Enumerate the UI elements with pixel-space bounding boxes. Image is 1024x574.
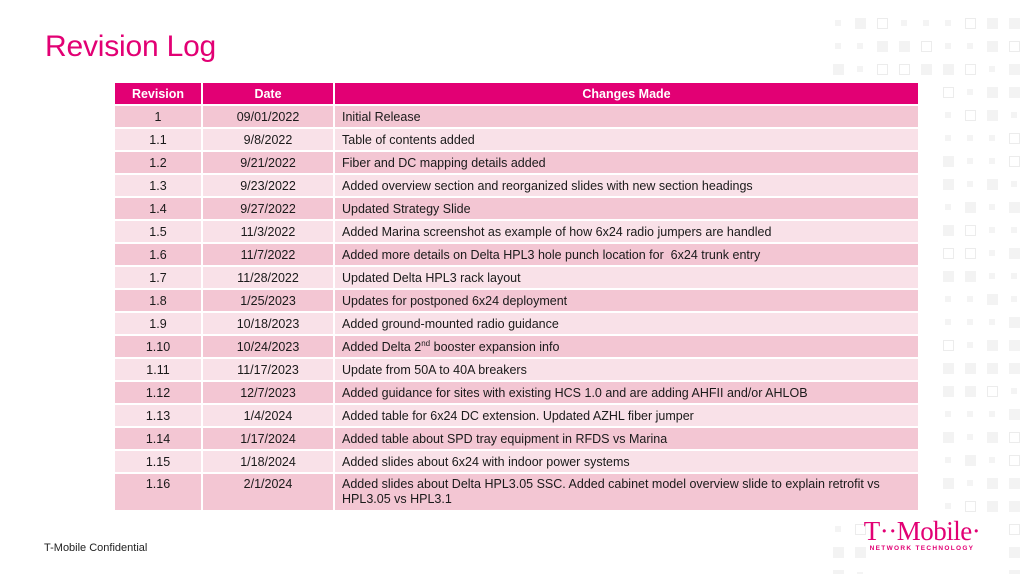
decorative-square bbox=[987, 294, 998, 305]
decorative-square bbox=[1009, 570, 1020, 574]
decorative-square bbox=[987, 110, 998, 121]
decorative-square bbox=[835, 526, 841, 532]
decorative-square bbox=[987, 432, 998, 443]
decorative-square bbox=[967, 342, 973, 348]
decorative-square bbox=[1009, 409, 1020, 420]
decorative-square bbox=[943, 87, 954, 98]
decorative-square bbox=[943, 225, 954, 236]
table-row bbox=[115, 428, 918, 449]
decorative-square bbox=[965, 271, 976, 282]
cell-revision: 1.14 bbox=[115, 428, 201, 449]
decorative-square bbox=[921, 64, 932, 75]
table-header-row bbox=[115, 83, 918, 104]
table-row bbox=[115, 198, 918, 219]
decorative-square bbox=[965, 248, 976, 259]
decorative-square bbox=[833, 64, 844, 75]
cell-revision: 1.2 bbox=[115, 152, 201, 173]
decorative-square bbox=[965, 501, 976, 512]
cell-date: 11/3/2022 bbox=[203, 221, 333, 242]
decorative-square bbox=[1009, 524, 1020, 535]
cell-changes: Added guidance for sites with existing HCS 1.0 and are adding AHFII and/or AHLOB bbox=[335, 382, 918, 403]
decorative-square bbox=[987, 18, 998, 29]
table-row bbox=[115, 405, 918, 426]
cell-date: 10/24/2023 bbox=[203, 336, 333, 357]
cell-date: 11/28/2022 bbox=[203, 267, 333, 288]
cell-revision: 1.9 bbox=[115, 313, 201, 334]
cell-changes: Updated Delta HPL3 rack layout bbox=[335, 267, 918, 288]
cell-changes: Added more details on Delta HPL3 hole punch location for 6x24 trunk entry bbox=[335, 244, 918, 265]
cell-changes: Updates for postponed 6x24 deployment bbox=[335, 290, 918, 311]
changes-text: booster expansion info bbox=[430, 340, 560, 355]
decorative-square bbox=[989, 273, 995, 279]
decorative-square bbox=[943, 179, 954, 190]
decorative-square bbox=[989, 158, 995, 164]
decorative-square bbox=[943, 478, 954, 489]
decorative-square bbox=[835, 20, 841, 26]
decorative-square bbox=[989, 411, 995, 417]
decorative-square bbox=[899, 64, 910, 75]
table-row bbox=[115, 106, 918, 127]
decorative-square bbox=[965, 225, 976, 236]
cell-changes: Added slides about 6x24 with indoor power systems bbox=[335, 451, 918, 472]
cell-revision: 1.5 bbox=[115, 221, 201, 242]
cell-revision: 1.11 bbox=[115, 359, 201, 380]
decorative-square bbox=[1011, 273, 1017, 279]
cell-date: 9/23/2022 bbox=[203, 175, 333, 196]
decorative-square bbox=[989, 250, 995, 256]
decorative-square bbox=[967, 43, 973, 49]
cell-date: 1/18/2024 bbox=[203, 451, 333, 472]
decorative-square bbox=[945, 319, 951, 325]
decorative-square bbox=[901, 20, 907, 26]
decorative-square bbox=[1009, 87, 1020, 98]
decorative-square bbox=[1011, 227, 1017, 233]
decorative-square bbox=[967, 296, 973, 302]
decorative-square bbox=[945, 135, 951, 141]
cell-revision: 1.3 bbox=[115, 175, 201, 196]
slide-title: Revision Log bbox=[45, 30, 217, 63]
table-row bbox=[115, 290, 918, 311]
decorative-square bbox=[1011, 388, 1017, 394]
cell-changes: Update from 50A to 40A breakers bbox=[335, 359, 918, 380]
decorative-square bbox=[943, 64, 954, 75]
decorative-square bbox=[987, 87, 998, 98]
decorative-square bbox=[1009, 501, 1020, 512]
decorative-square bbox=[987, 501, 998, 512]
tmobile-logo bbox=[862, 518, 982, 552]
decorative-square bbox=[1009, 363, 1020, 374]
cell-changes: Initial Release bbox=[335, 106, 918, 127]
table-row bbox=[115, 336, 918, 357]
decorative-square bbox=[1009, 133, 1020, 144]
decorative-square bbox=[967, 181, 973, 187]
decorative-square bbox=[1009, 156, 1020, 167]
decorative-square bbox=[945, 411, 951, 417]
decorative-square bbox=[945, 204, 951, 210]
logo-subtitle: NETWORK TECHNOLOGY bbox=[869, 545, 975, 552]
decorative-square bbox=[987, 179, 998, 190]
table-row bbox=[115, 313, 918, 334]
decorative-square bbox=[965, 363, 976, 374]
decorative-square bbox=[987, 386, 998, 397]
decorative-square bbox=[965, 455, 976, 466]
decorative-square bbox=[1009, 455, 1020, 466]
cell-changes: Added table about SPD tray equipment in RFDS vs Marina bbox=[335, 428, 918, 449]
changes-text: Added Delta 2 bbox=[342, 340, 422, 355]
cell-revision: 1.8 bbox=[115, 290, 201, 311]
decorative-square bbox=[835, 43, 841, 49]
cell-revision: 1.12 bbox=[115, 382, 201, 403]
decorative-square bbox=[943, 271, 954, 282]
decorative-square bbox=[965, 110, 976, 121]
decorative-square bbox=[921, 41, 932, 52]
decorative-square bbox=[987, 363, 998, 374]
cell-revision: 1.7 bbox=[115, 267, 201, 288]
header-revision: Revision bbox=[115, 83, 201, 104]
decorative-square bbox=[857, 66, 863, 72]
table-row bbox=[115, 359, 918, 380]
table-row bbox=[115, 175, 918, 196]
table-row bbox=[115, 474, 918, 510]
cell-changes: Added Marina screenshot as example of how 6x24 radio jumpers are handled bbox=[335, 221, 918, 242]
cell-revision: 1.16 bbox=[115, 474, 201, 510]
tmobile-wordmark: T··Mobile· bbox=[863, 516, 981, 546]
table-row bbox=[115, 382, 918, 403]
decorative-square bbox=[943, 156, 954, 167]
decorative-square bbox=[1009, 317, 1020, 328]
cell-revision: 1.15 bbox=[115, 451, 201, 472]
decorative-square bbox=[987, 478, 998, 489]
decorative-square bbox=[1009, 248, 1020, 259]
decorative-square bbox=[943, 248, 954, 259]
cell-changes: Added overview section and reorganized slides with new section headings bbox=[335, 175, 918, 196]
cell-revision: 1.10 bbox=[115, 336, 201, 357]
decorative-square bbox=[967, 89, 973, 95]
decorative-square bbox=[989, 66, 995, 72]
decorative-square bbox=[1009, 41, 1020, 52]
cell-changes: Added slides about Delta HPL3.05 SSC. Added cabinet model overview slide to explain retrofit vs HPL3.05 vs HPL3.1 bbox=[335, 474, 918, 510]
decorative-square bbox=[1009, 18, 1020, 29]
decorative-square bbox=[943, 432, 954, 443]
table-row bbox=[115, 129, 918, 150]
header-changes: Changes Made bbox=[335, 83, 918, 104]
decorative-square bbox=[877, 64, 888, 75]
cell-date: 1/4/2024 bbox=[203, 405, 333, 426]
cell-changes bbox=[335, 336, 918, 357]
decorative-square bbox=[877, 18, 888, 29]
cell-date: 9/21/2022 bbox=[203, 152, 333, 173]
decorative-square bbox=[945, 20, 951, 26]
cell-changes: Fiber and DC mapping details added bbox=[335, 152, 918, 173]
decorative-square bbox=[945, 43, 951, 49]
decorative-square bbox=[855, 18, 866, 29]
cell-changes: Updated Strategy Slide bbox=[335, 198, 918, 219]
cell-date: 1/25/2023 bbox=[203, 290, 333, 311]
decorative-square bbox=[967, 411, 973, 417]
decorative-square bbox=[989, 227, 995, 233]
decorative-square bbox=[945, 112, 951, 118]
decorative-square bbox=[989, 135, 995, 141]
decorative-square bbox=[833, 570, 844, 574]
decorative-square bbox=[1011, 112, 1017, 118]
decorative-square bbox=[943, 363, 954, 374]
decorative-square bbox=[965, 64, 976, 75]
decorative-square bbox=[989, 457, 995, 463]
revision-log-table bbox=[113, 81, 920, 512]
table-row bbox=[115, 267, 918, 288]
decorative-square bbox=[1009, 64, 1020, 75]
table-row bbox=[115, 451, 918, 472]
decorative-square bbox=[967, 158, 973, 164]
decorative-square bbox=[965, 386, 976, 397]
table-row bbox=[115, 244, 918, 265]
header-date: Date bbox=[203, 83, 333, 104]
decorative-square bbox=[1009, 340, 1020, 351]
cell-date: 1/17/2024 bbox=[203, 428, 333, 449]
cell-revision: 1.6 bbox=[115, 244, 201, 265]
decorative-square bbox=[967, 434, 973, 440]
table-row bbox=[115, 152, 918, 173]
cell-date: 09/01/2022 bbox=[203, 106, 333, 127]
decorative-square bbox=[967, 480, 973, 486]
cell-revision: 1.4 bbox=[115, 198, 201, 219]
cell-date: 11/7/2022 bbox=[203, 244, 333, 265]
ordinal-suffix: nd bbox=[421, 338, 431, 348]
decorative-square bbox=[1011, 296, 1017, 302]
cell-date: 2/1/2024 bbox=[203, 474, 333, 510]
decorative-square bbox=[987, 41, 998, 52]
decorative-square bbox=[989, 204, 995, 210]
decorative-square bbox=[945, 296, 951, 302]
cell-date: 9/8/2022 bbox=[203, 129, 333, 150]
decorative-square bbox=[967, 319, 973, 325]
decorative-square bbox=[1009, 202, 1020, 213]
decorative-square bbox=[989, 319, 995, 325]
cell-changes: Table of contents added bbox=[335, 129, 918, 150]
cell-date: 10/18/2023 bbox=[203, 313, 333, 334]
cell-revision: 1.13 bbox=[115, 405, 201, 426]
decorative-square bbox=[945, 503, 951, 509]
decorative-square bbox=[965, 18, 976, 29]
decorative-square bbox=[1009, 478, 1020, 489]
decorative-square bbox=[899, 41, 910, 52]
cell-revision: 1 bbox=[115, 106, 201, 127]
decorative-square bbox=[945, 457, 951, 463]
decorative-square bbox=[877, 41, 888, 52]
cell-date: 12/7/2023 bbox=[203, 382, 333, 403]
decorative-square bbox=[833, 547, 844, 558]
decorative-square bbox=[1009, 547, 1020, 558]
cell-date: 11/17/2023 bbox=[203, 359, 333, 380]
cell-revision: 1.1 bbox=[115, 129, 201, 150]
cell-date: 9/27/2022 bbox=[203, 198, 333, 219]
decorative-square bbox=[857, 43, 863, 49]
decorative-square bbox=[967, 135, 973, 141]
decorative-square bbox=[1009, 432, 1020, 443]
decorative-square bbox=[1011, 181, 1017, 187]
decorative-square bbox=[943, 386, 954, 397]
decorative-square bbox=[923, 20, 929, 26]
cell-changes: Added table for 6x24 DC extension. Updated AZHL fiber jumper bbox=[335, 405, 918, 426]
decorative-square bbox=[987, 340, 998, 351]
decorative-square bbox=[965, 202, 976, 213]
decorative-square bbox=[943, 340, 954, 351]
table-row bbox=[115, 221, 918, 242]
confidential-footer: T-Mobile Confidential bbox=[44, 542, 148, 554]
cell-changes: Added ground-mounted radio guidance bbox=[335, 313, 918, 334]
